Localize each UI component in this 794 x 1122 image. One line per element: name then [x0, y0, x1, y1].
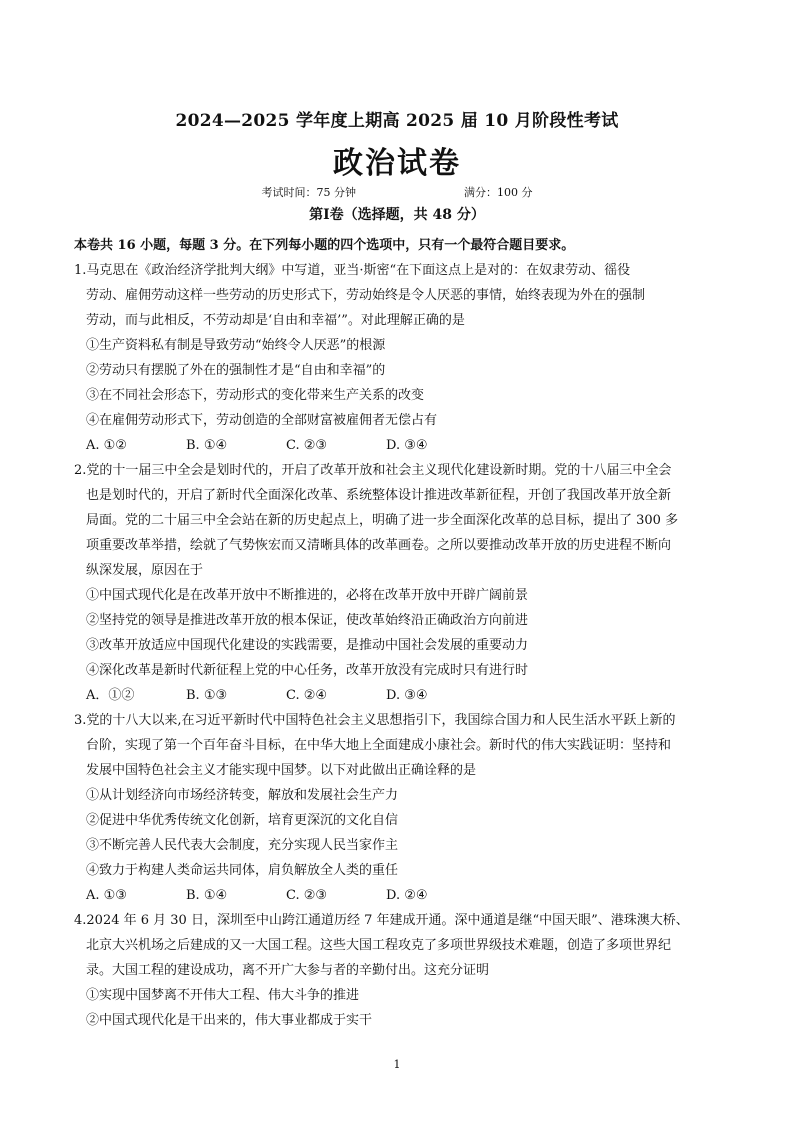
- question-stem-line: 也是划时代的，开启了新时代全面深化改革、系统整体设计推进改革新征程，开创了我国改革开放全新: [86, 488, 672, 503]
- statement-item: ③改革开放适应中国现代化建设的实践需要，是推动中国社会发展的重要动力: [86, 638, 529, 653]
- statement-item: ④深化改革是新时代新征程上党的中心任务，改革开放没有完成时只有进行时: [86, 663, 529, 678]
- question-3: [74, 708, 724, 908]
- statement-item: ①从计划经济向市场经济转变，解放和发展社会生产力: [86, 788, 399, 803]
- subject-title: 政治试卷: [333, 146, 461, 181]
- score-info: 满分：100 分: [464, 186, 533, 199]
- statement-item: ②中国式现代化是干出来的，伟大事业都成于实干: [86, 1013, 373, 1028]
- answer-options: [74, 433, 724, 458]
- answer-options: [74, 683, 724, 708]
- option-c[interactable]: C. ②③: [286, 438, 328, 453]
- question-1: [74, 258, 724, 458]
- question-stem-line: 北京大兴机场之后建成的又一大国工程。这些大国工程攻克了多项世界级技术难题，创造了多项世界纪: [86, 938, 672, 953]
- option-a[interactable]: A. ①②: [86, 438, 127, 453]
- question-stem-line: 项重要改革举措，绘就了气势恢宏而又清晰具体的改革画卷。之所以要推动改革开放的历史进程不断向: [86, 538, 672, 553]
- option-b[interactable]: B. ①④: [186, 888, 228, 903]
- statement-item: ②坚持党的领导是推进改革开放的根本保证，使改革始终沿正确政治方向前进: [86, 613, 529, 628]
- option-d[interactable]: D. ③④: [386, 438, 428, 453]
- question-2: [74, 458, 724, 708]
- section-title: 第Ⅰ卷（选择题，共 48 分）: [309, 207, 485, 223]
- option-a[interactable]: A. ①③: [86, 888, 127, 903]
- exam-name: 2024—2025 学年度上期高 2025 届 10 月阶段性考试: [175, 111, 619, 131]
- time-info: 考试时间：75 分钟: [261, 186, 356, 199]
- option-c[interactable]: C. ②③: [286, 888, 328, 903]
- option-b[interactable]: B. ①④: [186, 438, 228, 453]
- question-stem-line: 纵深发展，原因在于: [86, 563, 204, 578]
- question-stem-line: 发展中国特色社会主义才能实现中国梦。以下对此做出正确诠释的是: [86, 763, 477, 778]
- page-number: 1: [393, 1058, 401, 1071]
- question-4: [74, 908, 724, 1033]
- exam-info: [0, 184, 794, 200]
- question-stem-line: 录。大国工程的建设成功，离不开广大参与者的辛勤付出。这充分证明: [86, 963, 490, 978]
- statement-item: ②劳动只有摆脱了外在的强制性才是“自由和幸福”的: [86, 363, 386, 378]
- question-stem-line: 2.党的十一届三中全会是划时代的，开启了改革开放和社会主义现代化建设新时期。党的十八届三中全会: [74, 463, 672, 478]
- option-b[interactable]: B. ①③: [186, 688, 228, 703]
- statement-item: ④致力于构建人类命运共同体，肩负解放全人类的重任: [86, 863, 399, 878]
- statement-item: ④在雇佣劳动形式下，劳动创造的全部财富被雇佣者无偿占有: [86, 413, 438, 428]
- question-stem-line: 局面。党的二十届三中全会站在新的历史起点上，明确了进一步全面深化改革的总目标，提出了 300 多: [86, 513, 679, 528]
- option-c[interactable]: C. ②④: [286, 688, 328, 703]
- question-stem-line: 4.2024 年 6 月 30 日，深圳至中山跨江通道历经 7 年建成开通。深中通道是继“中国天眼”、港珠澳大桥、: [74, 913, 689, 928]
- questions-area: [74, 258, 724, 1033]
- statement-item: ③不断完善人民代表大会制度，充分实现人民当家作主: [86, 838, 399, 853]
- statement-item: ①生产资料私有制是导致劳动“始终令人厌恶”的根源: [86, 338, 386, 353]
- question-stem-line: 劳动、雇佣劳动这样一些劳动的历史形式下，劳动始终是令人厌恶的事情，始终表现为外在的强制: [86, 288, 646, 303]
- question-stem-line: 台阶，实现了第一个百年奋斗目标，在中华大地上全面建成小康社会。新时代的伟大实践证明：坚持和: [86, 738, 672, 753]
- option-a[interactable]: A．①②: [86, 688, 135, 703]
- statement-item: ③在不同社会形态下，劳动形式的变化带来生产关系的改变: [86, 388, 425, 403]
- question-stem-line: 3.党的十八大以来,在习近平新时代中国特色社会主义思想指引下，我国综合国力和人民生活水平跃上新的: [74, 713, 676, 728]
- question-stem-line: 1.马克思在《政治经济学批判大纲》中写道，亚当·斯密“在下面这点上是对的：在奴隶劳动、徭役: [74, 263, 631, 278]
- statement-item: ①实现中国梦离不开伟大工程、伟大斗争的推进: [86, 988, 360, 1003]
- statement-item: ②促进中华优秀传统文化创新，培育更深沉的文化自信: [86, 813, 399, 828]
- question-stem-line: 劳动，而与此相反，不劳动却是‘自由和幸福’”。对此理解正确的是: [86, 313, 465, 328]
- option-d[interactable]: D. ③④: [386, 688, 428, 703]
- answer-options: [74, 883, 724, 908]
- option-d[interactable]: D. ②④: [386, 888, 428, 903]
- statement-item: ①中国式现代化是在改革开放中不断推进的，必将在改革开放中开辟广阔前景: [86, 588, 529, 603]
- section-instructions: 本卷共 16 小题，每题 3 分。在下列每小题的四个选项中，只有一个最符合题目要求。: [74, 238, 575, 253]
